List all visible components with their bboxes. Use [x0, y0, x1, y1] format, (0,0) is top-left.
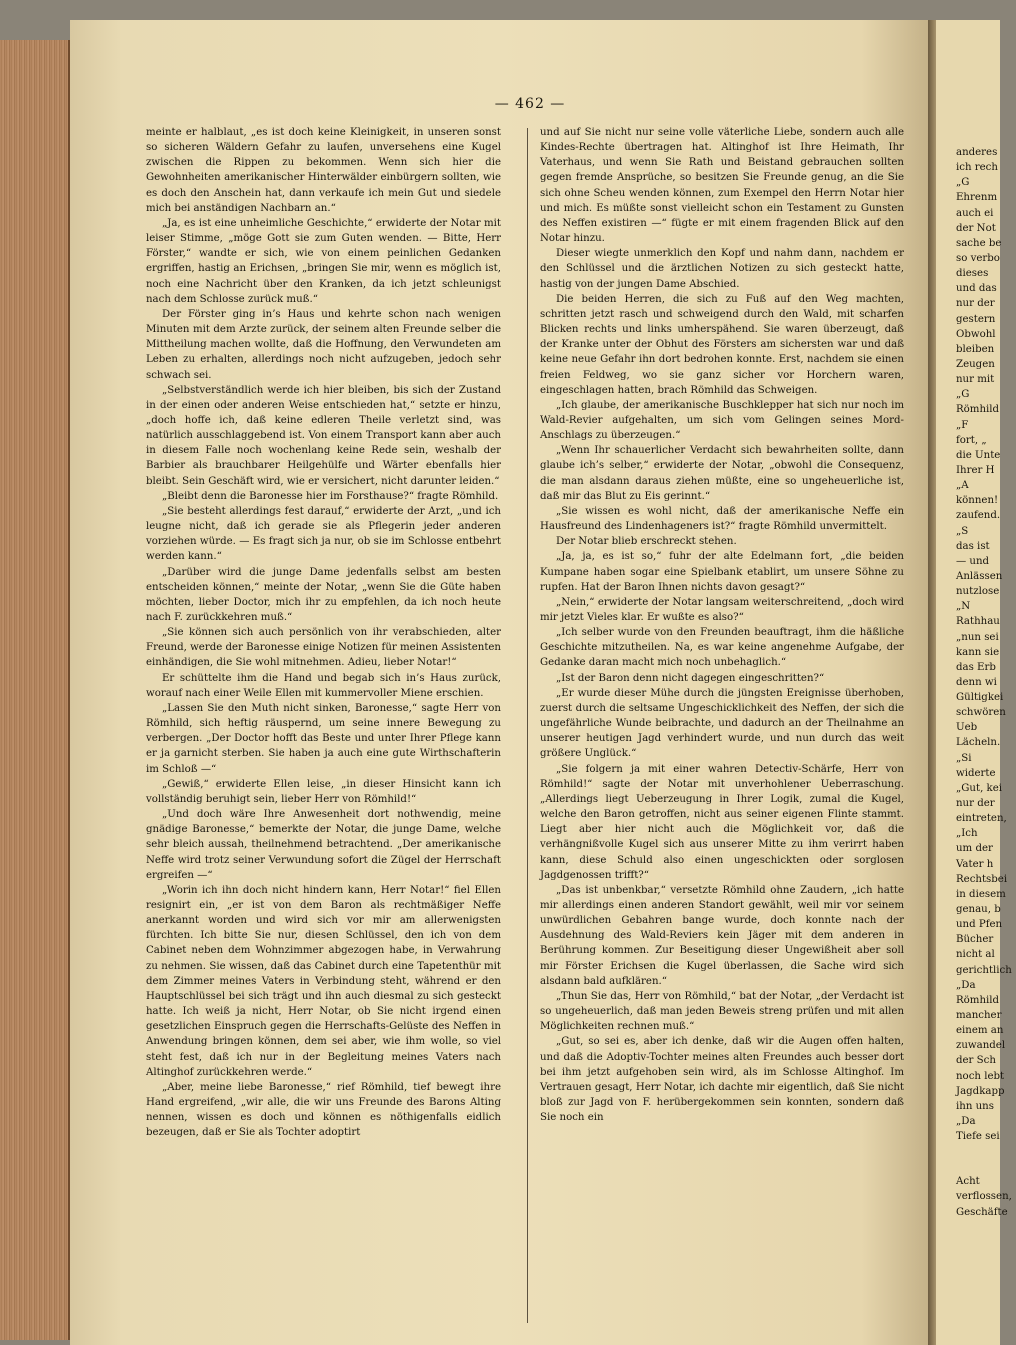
facing-page-line: und Pfen	[956, 919, 1003, 931]
facing-page-line: eintreten,	[956, 813, 1007, 825]
facing-page-line: nutzlose	[956, 586, 1000, 598]
facing-page-line: Rechtsbei	[956, 873, 1008, 885]
facing-page-line: schwören	[956, 707, 1006, 719]
facing-page-line: Ueb	[956, 722, 978, 734]
facing-page-line: Tiefe sei	[956, 1131, 1000, 1143]
paragraph: „Sie wissen es wohl nicht, daß der amerikanische Neffe ein Hausfreund des Lindenhageners ist?“ fragte Römhild unvermittelt.	[540, 505, 904, 533]
facing-page-line: Bücher	[956, 934, 994, 946]
facing-page-line: nicht al	[956, 949, 995, 961]
paragraph: „Wenn Ihr schauerlicher Verdacht sich bewahrheiten sollte, dann glaube ich’s selber,“ erwiderte der Notar, „obwohl die Consequenz, die man alsdann daraus ziehen müßte, eine so ungeheuerliche ist, daß mir das Blut zu Eis gerinnt.“	[540, 445, 904, 502]
facing-page-line: die Unte	[956, 449, 1001, 461]
facing-page-line: Geschäfte	[956, 1206, 1008, 1218]
facing-page-line: einem an	[956, 1025, 1004, 1037]
facing-page-line: mancher	[956, 1010, 1002, 1022]
paragraph: „Und doch wäre Ihre Anwesenheit dort nothwendig, meine gnädige Baronesse,“ bemerkte der Notar, die junge Dame, welche sehr bleich aussah, theilnehmend betrachtend. „Der amerikanische Neffe wird trotz seiner Verwundung sofort die Zügel der Herrschaft ergreifen —“	[146, 809, 501, 881]
facing-page-line: widerte	[956, 767, 996, 779]
facing-page-line: Anlässen	[956, 570, 1003, 582]
facing-page-line: gerichtlich	[956, 964, 1012, 976]
facing-page-line: „Ich	[956, 828, 978, 840]
facing-page-line: denn wi	[956, 676, 997, 688]
facing-page-line: ich rech	[956, 162, 998, 174]
paragraph: „Er wurde dieser Mühe durch die jüngsten Ereignisse überhoben, zuerst durch die seltsame Ungeschicklichkeit des Neffen, der sich die ungefährliche Wunde beibrachte, und dadurch an der Theilnahme an unserer heutigen Jagd verhindert wurde, und nun durch das weit größere Unglück.“	[540, 687, 904, 760]
facing-page-line: Römhild	[956, 404, 1000, 416]
facing-page-line: Obwohl	[956, 328, 996, 340]
paragraph: und auf Sie nicht nur seine volle väterliche Liebe, sondern auch alle Kindes-Rechte übertragen hat. Altinghof ist Ihre Heimath, Ihr Vaterhaus, und wenn Sie Rath und Beistand gebrauchen sollten gegen fremde Ansprüche, so besitzen Sie Freunde genug, an die Sie sich ohne Scheu wenden können, zum Exempel den Herrn Notar hier und mich. Es müßte sonst vielleicht schon ein Testament zu Gunsten des Neffen existiren —“ fügte er mit einem fragenden Blick auf den Notar hinzu.	[540, 127, 904, 245]
facing-page-text-fragments	[956, 145, 1016, 1220]
facing-page-line: gestern	[956, 313, 996, 325]
facing-page-line: ihn uns	[956, 1100, 994, 1112]
facing-page-line: noch lebt	[956, 1070, 1005, 1082]
facing-page-line: zaufend.	[956, 510, 1001, 522]
facing-page-line: auch ei	[956, 207, 994, 219]
facing-page-line: Ehrenm	[956, 192, 998, 204]
facing-page-line: sache be	[956, 237, 1002, 249]
paragraph: „Sie folgern ja mit einer wahren Detectiv-Schärfe, Herr von Römhild!“ sagte der Notar mit unverhohlener Ueberraschung. „Allerdings liegt Ueberzeugung in Ihrer Logik, zumal die Kugel, welche den Baron getroffen, nicht aus seiner eigenen Flinte stammt. Liegt aber hier nicht auch die Möglichkeit vor, daß die verhängnißvolle Kugel sich aus unserer Mitte zu ihm verirrt haben kann, diese Schuld also einen ungeschickten oder sorglosen Jagdgenossen trifft?“	[540, 763, 904, 881]
facing-page-line: Römhild	[956, 994, 1000, 1006]
paragraph: „Sie können sich auch persönlich von ihr verabschieden, alter Freund, werde der Baronesse einige Notizen für meinen Assistenten einhändigen, die Sie wohl mitnehmen. Adieu, lieber Notar!“	[146, 627, 501, 669]
paragraph: Er schüttelte ihm die Hand und begab sich in’s Haus zurück, worauf nach einer Weile Ellen mit kummervoller Miene erschien.	[146, 672, 501, 699]
facing-page-line: Rathhau	[956, 616, 1000, 628]
paragraph: „Ich glaube, der amerikanische Buschklepper hat sich nur noch im Wald-Revier aufgehalten, um sich vom Gelingen seines Mord-Anschlags zu überzeugen.“	[540, 399, 904, 442]
paragraph: „Gut, so sei es, aber ich denke, daß wir die Augen offen halten, und daß die Adoptiv-Tochter meines alten Freundes auch besser dort bei ihm jetzt aufgehoben sein wird, als im Schlosse Altinghof. Im Vertrauen gesagt, Herr Notar, ich dachte mir eigentlich, daß Sie nicht bloß zur Jagd von F. herübergekommen sein konnten, sondern daß Sie noch ein	[540, 1036, 904, 1124]
paragraph: „Selbstverständlich werde ich hier bleiben, bis sich der Zustand in der einen oder anderen Weise entschieden hat,“ setzte er hinzu, „doch hoffe ich, daß keine edleren Theile verletzt sind, was natürlich ausschlaggebend ist. Von einem Transport kann aber auch in diesem Falle noch wochenlang keine Rede sein, weshalb der Barbier als brauchbarer Heilgehülfe und Wärter ebenfalls hier bleibt. Sein Geschäft wird, wie er versichert, nicht darunter leiden.“	[146, 384, 501, 487]
paragraph: „Aber, meine liebe Baronesse,“ rief Römhild, tief bewegt ihre Hand ergreifend, „wir alle, die wir uns Freunde des Barons Alting nennen, wissen es doch und können es nöthigenfalls eidlich bezeugen, daß er Sie als Tochter adoptirt	[146, 1081, 501, 1139]
facing-page-line: zuwandel	[956, 1040, 1006, 1052]
paragraph: „Ist der Baron denn nicht dagegen eingeschritten?“	[556, 672, 825, 684]
facing-page-line: verflossen,	[956, 1191, 1012, 1203]
facing-page-line: „Si	[956, 752, 972, 764]
facing-page-line: so verbo	[956, 252, 1000, 264]
facing-page-line: nur mit	[956, 374, 995, 386]
facing-page-line: nur der	[956, 298, 995, 310]
facing-page-line: „Da	[956, 979, 976, 991]
facing-page-line: das Erb	[956, 661, 996, 673]
facing-page-line: Jagdkapp	[956, 1085, 1005, 1097]
paragraph: Die beiden Herren, die sich zu Fuß auf den Weg machten, schritten jetzt rasch und schweigend durch den Wald, mit scharfen Blicken rechts und links umherspähend. Sie waren überzeugt, daß der Kranke unter der Obhut des Försters am sichersten war und daß keine neue Gefahr ihn dort bedrohen konnte. Erst, nachdem sie einen freien Feldweg, wo sie ganz sicher vor Horchern waren, eingeschlagen hatten, brach Römhild das Schweigen.	[540, 293, 904, 396]
paragraph: Der Notar blieb erschreckt stehen.	[556, 536, 737, 548]
facing-page-line: können!	[956, 495, 999, 507]
paragraph: „Bleibt denn die Baronesse hier im Forsthause?“ fragte Römhild.	[162, 490, 499, 502]
facing-page-line: dieses	[956, 268, 989, 280]
facing-page-line: „S	[956, 525, 969, 537]
facing-page-line: Ihrer H	[956, 464, 995, 476]
left-text-column	[146, 125, 501, 1325]
paragraph: meinte er halblaut, „es ist doch keine Kleinigkeit, in unseren sonst so sicheren Wäldern Gefahr zu laufen, unversehens eine Kugel zwischen die Rippen zu bekommen. Wenn sich hier die Gewohnheiten amerikanischer Hinterwälder einbürgern sollten, wie es doch den Anschein hat, dann verkaufe ich mein Gut und siedele mich bei anständigen Nachbarn an.“	[146, 127, 501, 214]
facing-page	[936, 20, 1012, 1345]
paragraph: „Ja, ja, es ist so,“ fuhr der alte Edelmann fort, „die beiden Kumpane haben sogar eine Spielbank etablirt, um unsere Söhne zu rupfen. Hat der Baron Ihnen nichts davon gesagt?“	[540, 551, 904, 593]
facing-page-line: „nun sei	[956, 631, 999, 643]
facing-page-line: „Gut, kei	[956, 782, 1003, 794]
facing-page-line: Zeugen	[956, 358, 995, 370]
paragraph: Der Förster ging in’s Haus und kehrte schon nach wenigen Minuten mit dem Arzte zurück, der seinem alten Freunde selber die Mittheilung machen wollte, daß die Hoffnung, den Verwundeten am Leben zu erhalten, allerdings noch nicht aufzugeben, jedoch sehr schwach sei.	[146, 308, 501, 381]
facing-page-line: genau, b	[956, 904, 1001, 916]
page-number: — 462 —	[494, 96, 566, 112]
paragraph: „Lassen Sie den Muth nicht sinken, Baronesse,“ sagte Herr von Römhild, sich heftig räuspernd, um seine innere Bewegung zu verbergen. „Der Doctor hofft das Beste und unter Ihrer Pflege kann er ja garnicht sterben. Sie haben ja auch eine gute Wirthschafterin im Schloß —“	[146, 702, 501, 775]
facing-page-line: „G	[956, 389, 970, 401]
paragraph: „Das ist unbenkbar,“ versetzte Römhild ohne Zaudern, „ich hatte mir allerdings einen anderen Standort gewählt, weil mir vor seinem unwürdlichen Gebahren bange wurde, doch konnte nach der Ausdehnung des Wald-Reviers kein Jäger mit dem anderen in Berührung kommen. Zur Beseitigung dieser Ungewißheit aber soll mir Förster Erichsen die Kugel überlassen, die Sache wird sich alsdann bald aufklären.“	[540, 884, 904, 987]
facing-page-line: Lächeln.	[956, 737, 1001, 749]
paragraph: „Ich selber wurde von den Freunden beauftragt, ihm die häßliche Geschichte mitzutheilen. Na, es war keine angenehme Aufgabe, der Gedanke daran macht mich noch unbehaglich.“	[540, 627, 904, 669]
facing-page-line: kann sie	[956, 646, 1000, 658]
paragraph: „Ja, es ist eine unheimliche Geschichte,“ erwiderte der Notar mit leiser Stimme, „möge Gott sie zum Guten wenden. — Bitte, Herr Förster,“ wandte er sich, wie von einem peinlichen Gedanken ergriffen, hastig an Erichsen, „bringen Sie mir, wenn es möglich ist, noch eine Nachricht über den Kranken, da ich jetzt schleunigst nach dem Schlosse zurück muß.“	[146, 217, 501, 305]
facing-page-line: „Da	[956, 1116, 976, 1127]
facing-page-line: nur der	[956, 798, 995, 810]
facing-page-line: Acht	[956, 1176, 980, 1188]
book-page-edges	[0, 40, 70, 1340]
facing-page-line: Gültigkei	[956, 692, 1004, 704]
facing-page-line: anderes	[956, 147, 998, 158]
facing-page-line: bleiben	[956, 343, 995, 355]
facing-page-line: in diesem	[956, 888, 1006, 900]
right-text-column	[540, 125, 904, 1325]
facing-page-line: um der	[956, 843, 993, 855]
paragraph: „Darüber wird die junge Dame jedenfalls selbst am besten entscheiden können,“ meinte der Notar, „wenn Sie die Güte haben möchten, lieber Doctor, mich ihr zu empfehlen, da ich noch heute nach F. zurückkehren muß.“	[146, 566, 501, 623]
paragraph: „Worin ich ihn doch nicht hindern kann, Herr Notar!“ fiel Ellen resignirt ein, „er ist von dem Baron als rechtmäßiger Neffe anerkannt worden und wird sich vor mir am allerwenigsten fürchten. Ich bitte Sie nur, diesen Schlüssel, den ich von dem Cabinet neben dem Wohnzimmer abgezogen habe, in Verwahrung zu nehmen. Sie wissen, daß das Cabinet durch eine Tapetenthür mit dem Zimmer meines Vaters in Verbindung steht, während er den Hauptschlüssel bei sich trägt und ihn auch diesmal zu sich gesteckt hatte. Ich weiß ja nicht, Herr Notar, ob Sie nicht irgend einen gesetzlichen Einspruch gegen die Herrschafts-Gelüste des Neffen in Anwendung bringen können, dem sei aber, wie ihm wolle, so viel steht fest, daß ich nur in der Begleitung meines Vaters nach Altinghof zurückkehren werde.“	[146, 884, 501, 1078]
facing-page-line: fort, „	[956, 434, 987, 446]
paragraph: „Gewiß,“ erwiderte Ellen leise, „in dieser Hinsicht kann ich vollständig beruhigt sein, lieber Herr von Römhild!“	[146, 778, 501, 805]
facing-page-line: „F	[956, 419, 969, 431]
paragraph: „Nein,“ erwiderte der Notar langsam weiterschreitend, „doch wird mir jetzt Vieles klar. Er wußte es also?“	[540, 596, 904, 623]
facing-page-line: der Sch	[956, 1055, 996, 1067]
facing-page-line: das ist	[956, 540, 990, 552]
paragraph: „Sie besteht allerdings fest darauf,“ erwiderte der Arzt, „und ich leugne nicht, daß ich gerade sie als Pflegerin jeder anderen vorziehen würde. — Es fragt sich ja nur, ob sie im Schlosse entbehrt werden kann.“	[146, 505, 501, 563]
facing-page-line: der Not	[956, 222, 996, 234]
facing-page-line: — und	[956, 555, 990, 567]
facing-page-line: „N	[956, 601, 971, 613]
facing-page-line: Vater h	[956, 858, 994, 870]
facing-page-line: „G	[956, 177, 970, 189]
paragraph: Dieser wiegte unmerklich den Kopf und nahm dann, nachdem er den Schlüssel und die ärztlichen Notizen zu sich gesteckt hatte, hastig von der jungen Dame Abschied.	[540, 248, 904, 290]
facing-page-line: „A	[956, 480, 969, 492]
book-gutter	[928, 20, 936, 1345]
column-divider	[527, 128, 528, 1323]
facing-page-line: und das	[956, 283, 997, 295]
paragraph: „Thun Sie das, Herr von Römhild,“ bat der Notar, „der Verdacht ist so ungeheuerlich, daß man jeden Beweis streng prüfen und mit allen Möglichkeiten rechnen muß.“	[540, 990, 904, 1033]
